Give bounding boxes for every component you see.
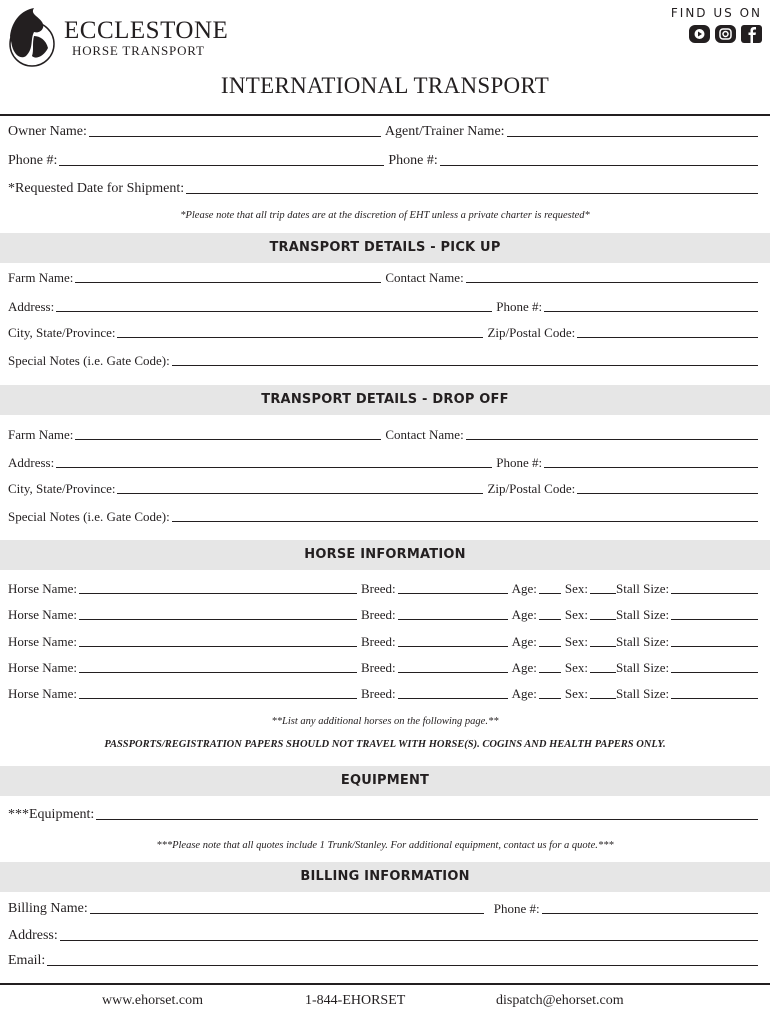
equipment-field[interactable] xyxy=(96,819,758,820)
stall-size-label: Stall Size: xyxy=(616,660,670,675)
trip-dates-note: *Please note that all trip dates are at the discretion of EHT unless a private charter is requested* xyxy=(180,210,590,221)
dropoff-phone-field[interactable] xyxy=(544,467,758,468)
billing-phone-label: Phone #: xyxy=(493,901,540,916)
owner-phone-field[interactable] xyxy=(59,165,384,166)
horse-name-field[interactable] xyxy=(79,646,357,647)
additional-horses-note: **List any additional horses on the following page.** xyxy=(271,716,499,727)
billing-phone-field[interactable] xyxy=(542,913,758,914)
age-field[interactable] xyxy=(539,646,561,647)
dropoff-city-field[interactable] xyxy=(117,493,483,494)
breed-field[interactable] xyxy=(398,593,508,594)
pickup-heading: TRANSPORT DETAILS - PICK UP xyxy=(0,233,770,263)
agent-phone-field[interactable] xyxy=(440,165,758,166)
agent-phone-label: Phone #: xyxy=(388,153,438,168)
logo xyxy=(4,6,56,72)
stall-size-field[interactable] xyxy=(671,619,758,620)
horse-row xyxy=(8,581,762,597)
billing-name-field[interactable] xyxy=(90,913,484,914)
social-icons xyxy=(684,25,762,43)
horse-name-label: Horse Name: xyxy=(8,581,77,596)
dropoff-farm-field[interactable] xyxy=(75,439,381,440)
agent-name-label: Agent/Trainer Name: xyxy=(384,124,505,139)
brand-sub: HORSE TRANSPORT xyxy=(72,43,205,58)
pickup-zip-label: Zip/Postal Code: xyxy=(487,325,576,340)
equipment-note: ***Please note that all quotes include 1 Trunk/Stanley. For additional equipment, contact us for a quote.*** xyxy=(156,840,614,851)
age-field[interactable] xyxy=(539,672,561,673)
page-title: INTERNATIONAL TRANSPORT xyxy=(220,73,550,98)
age-label: Age: xyxy=(511,686,537,701)
billing-name-label: Billing Name: xyxy=(8,901,88,916)
dropoff-city-label: City, State/Province: xyxy=(8,481,116,496)
facebook-icon[interactable] xyxy=(741,25,762,43)
dropoff-heading: TRANSPORT DETAILS - DROP OFF xyxy=(0,385,770,415)
horse-name-label: Horse Name: xyxy=(8,660,77,675)
pickup-farm-label: Farm Name: xyxy=(8,270,74,285)
footer-website[interactable]: www.ehorset.com xyxy=(102,993,203,1008)
pickup-address-label: Address: xyxy=(8,299,55,314)
breed-label: Breed: xyxy=(360,607,396,622)
pickup-notes-field[interactable] xyxy=(172,365,758,366)
pickup-address-field[interactable] xyxy=(56,311,492,312)
dropoff-zip-label: Zip/Postal Code: xyxy=(487,481,576,496)
pickup-contact-label: Contact Name: xyxy=(385,270,464,285)
sex-label: Sex: xyxy=(564,607,589,622)
dropoff-address-field[interactable] xyxy=(56,467,492,468)
breed-label: Breed: xyxy=(360,660,396,675)
horse-heading: HORSE INFORMATION xyxy=(0,540,770,570)
youtube-icon[interactable] xyxy=(689,25,710,43)
billing-address-field[interactable] xyxy=(60,940,758,941)
horse-globe-icon xyxy=(4,6,56,72)
dropoff-notes-field[interactable] xyxy=(172,521,758,522)
horse-name-field[interactable] xyxy=(79,698,357,699)
header-divider xyxy=(0,114,770,116)
age-label: Age: xyxy=(511,581,537,596)
age-field[interactable] xyxy=(539,619,561,620)
age-label: Age: xyxy=(511,607,537,622)
owner-name-field[interactable] xyxy=(89,136,381,137)
horse-name-label: Horse Name: xyxy=(8,686,77,701)
footer-divider xyxy=(0,983,770,985)
billing-heading: BILLING INFORMATION xyxy=(0,862,770,892)
equipment-heading: EQUIPMENT xyxy=(0,766,770,796)
breed-field[interactable] xyxy=(398,698,508,699)
pickup-city-field[interactable] xyxy=(117,337,483,338)
breed-field[interactable] xyxy=(398,646,508,647)
dropoff-farm-label: Farm Name: xyxy=(8,427,74,442)
stall-size-label: Stall Size: xyxy=(616,634,670,649)
horse-row xyxy=(8,686,762,702)
requested-date-label: *Requested Date for Shipment: xyxy=(8,181,185,196)
pickup-phone-label: Phone #: xyxy=(496,299,543,314)
age-label: Age: xyxy=(511,634,537,649)
breed-field[interactable] xyxy=(398,672,508,673)
billing-email-label: Email: xyxy=(8,953,46,968)
horse-row xyxy=(8,634,762,650)
brand-name: ECCLESTONE xyxy=(64,17,229,44)
horse-name-field[interactable] xyxy=(79,672,357,673)
footer-phone[interactable]: 1-844-EHORSET xyxy=(305,993,406,1008)
stall-size-field[interactable] xyxy=(671,698,758,699)
owner-name-label: Owner Name: xyxy=(8,124,87,139)
sex-field[interactable] xyxy=(590,646,616,647)
breed-label: Breed: xyxy=(360,634,396,649)
pickup-city-label: City, State/Province: xyxy=(8,325,116,340)
billing-email-field[interactable] xyxy=(47,965,758,966)
passports-warning: PASSPORTS/REGISTRATION PAPERS SHOULD NOT TRAVEL WITH HORSE(S). COGINS AND HEALTH PAPERS ONLY. xyxy=(104,739,666,750)
breed-field[interactable] xyxy=(398,619,508,620)
pickup-zip-field[interactable] xyxy=(577,337,758,338)
sex-field[interactable] xyxy=(590,619,616,620)
dropoff-zip-field[interactable] xyxy=(577,493,758,494)
owner-phone-label: Phone #: xyxy=(8,153,58,168)
requested-date-field[interactable] xyxy=(186,193,758,194)
age-field[interactable] xyxy=(539,698,561,699)
sex-label: Sex: xyxy=(564,686,589,701)
breed-label: Breed: xyxy=(360,686,396,701)
stall-size-label: Stall Size: xyxy=(616,607,670,622)
agent-name-field[interactable] xyxy=(507,136,758,137)
horse-name-field[interactable] xyxy=(79,593,357,594)
equipment-label: ***Equipment: xyxy=(8,807,95,822)
pickup-farm-field[interactable] xyxy=(75,282,381,283)
dropoff-contact-label: Contact Name: xyxy=(385,427,464,442)
find-us-label: FIND US ON xyxy=(670,6,762,20)
stall-size-field[interactable] xyxy=(671,672,758,673)
age-field[interactable] xyxy=(539,593,561,594)
horse-name-label: Horse Name: xyxy=(8,634,77,649)
sex-field[interactable] xyxy=(590,672,616,673)
pickup-contact-field[interactable] xyxy=(466,282,758,283)
sex-field[interactable] xyxy=(590,593,616,594)
footer-email[interactable]: dispatch@ehorset.com xyxy=(496,993,624,1008)
dropoff-address-label: Address: xyxy=(8,455,55,470)
sex-field[interactable] xyxy=(590,698,616,699)
sex-label: Sex: xyxy=(564,634,589,649)
sex-label: Sex: xyxy=(564,660,589,675)
dropoff-notes-label: Special Notes (i.e. Gate Code): xyxy=(8,509,170,524)
stall-size-label: Stall Size: xyxy=(616,581,670,596)
billing-address-label: Address: xyxy=(8,928,58,943)
age-label: Age: xyxy=(511,660,537,675)
sex-label: Sex: xyxy=(564,581,589,596)
stall-size-field[interactable] xyxy=(671,646,758,647)
horse-row xyxy=(8,660,762,676)
dropoff-contact-field[interactable] xyxy=(466,439,758,440)
horse-name-field[interactable] xyxy=(79,619,357,620)
horse-name-label: Horse Name: xyxy=(8,607,77,622)
pickup-notes-label: Special Notes (i.e. Gate Code): xyxy=(8,353,170,368)
pickup-phone-field[interactable] xyxy=(544,311,758,312)
instagram-icon[interactable] xyxy=(715,25,736,43)
stall-size-label: Stall Size: xyxy=(616,686,670,701)
horse-row xyxy=(8,607,762,623)
breed-label: Breed: xyxy=(360,581,396,596)
dropoff-phone-label: Phone #: xyxy=(496,455,543,470)
stall-size-field[interactable] xyxy=(671,593,758,594)
